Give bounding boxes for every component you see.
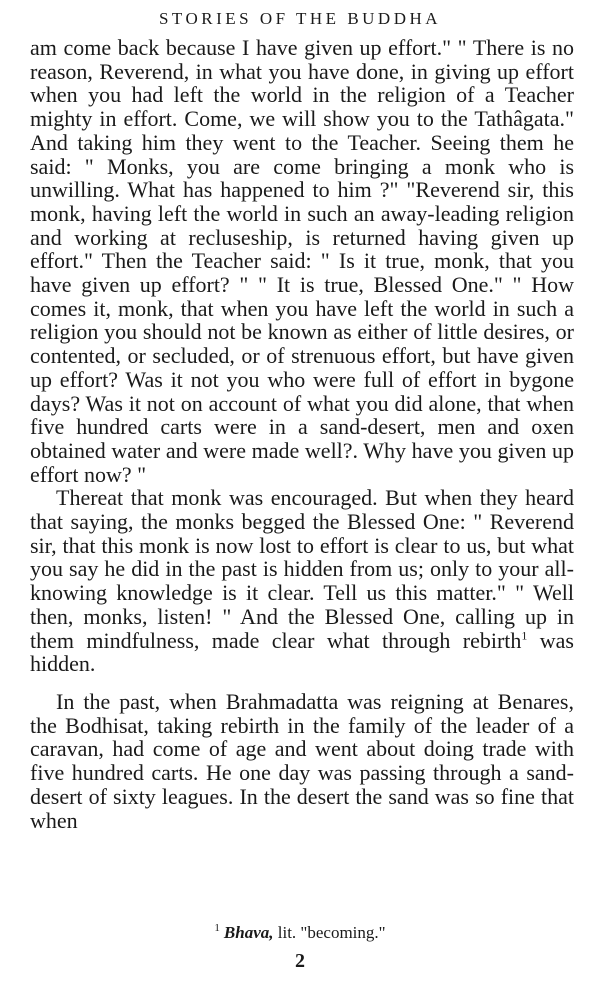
- footnote-text: lit. "becoming.": [273, 923, 386, 942]
- footnote-number: 1: [214, 922, 220, 935]
- paragraph-2-text: Thereat that monk was encouraged. But when they heard that saying, the monks begged the Blessed One: " Reverend sir, that this monk is now lost to effort is clear to us, but what you say he did in the past is hidden from us; only to your all-knowing knowledge is it clear. Tell us this matter." " Well then, monks, listen! " And the Blessed One, calling up in them mindfulness, made clear what through rebirth: [30, 485, 574, 653]
- paragraph-1: am come back because I have given up effort." " There is no reason, Reverend, in what you have done, in giving up effort when you had left the world in the religion of a Teacher mighty in effort. Come, we will show you to the Tathâgata." And taking him they went to the Teacher. Seeing them he said: " Monks, you are come bringing a monk who is unwilling. What has happened to him ?" "Reverend sir, this monk, having left the world in such an away-leading religion and working at recluseship, is returned having given up effort." Then the Teacher said: " Is it true, monk, that you have given up effort? " " It is true, Blessed One." " How comes it, monk, that when you have left the world in such a religion you should not be known as either of little desires, or contented, or secluded, or of strenuous effort, but have given up effort? Was it not you who were full of effort in bygone days? Was it not on account of what you did alone, that when five hundred carts were in a sand-desert, men and oxen obtained water and were made well?. Why have you given up effort now? ": [30, 35, 574, 487]
- footnote-term: Bhava,: [223, 923, 274, 942]
- paragraph-3: In the past, when Brahmadatta was reigning at Benares, the Bodhisat, taking rebirth in the family of the leader of a caravan, had come of age and went about doing trade with five hundred carts. He one day was passing through a sand-desert of sixty leagues. In the desert the sand was so fine that when: [30, 688, 574, 833]
- running-head: STORIES OF THE BUDDHA: [158, 9, 442, 28]
- paragraph-2-text-end: was hidden.: [30, 627, 574, 677]
- footnote: [0, 923, 600, 943]
- footnote-reference: 1: [521, 628, 528, 643]
- body-text: [30, 36, 574, 832]
- page-number: 2: [295, 950, 305, 972]
- paragraph-2: [30, 486, 574, 676]
